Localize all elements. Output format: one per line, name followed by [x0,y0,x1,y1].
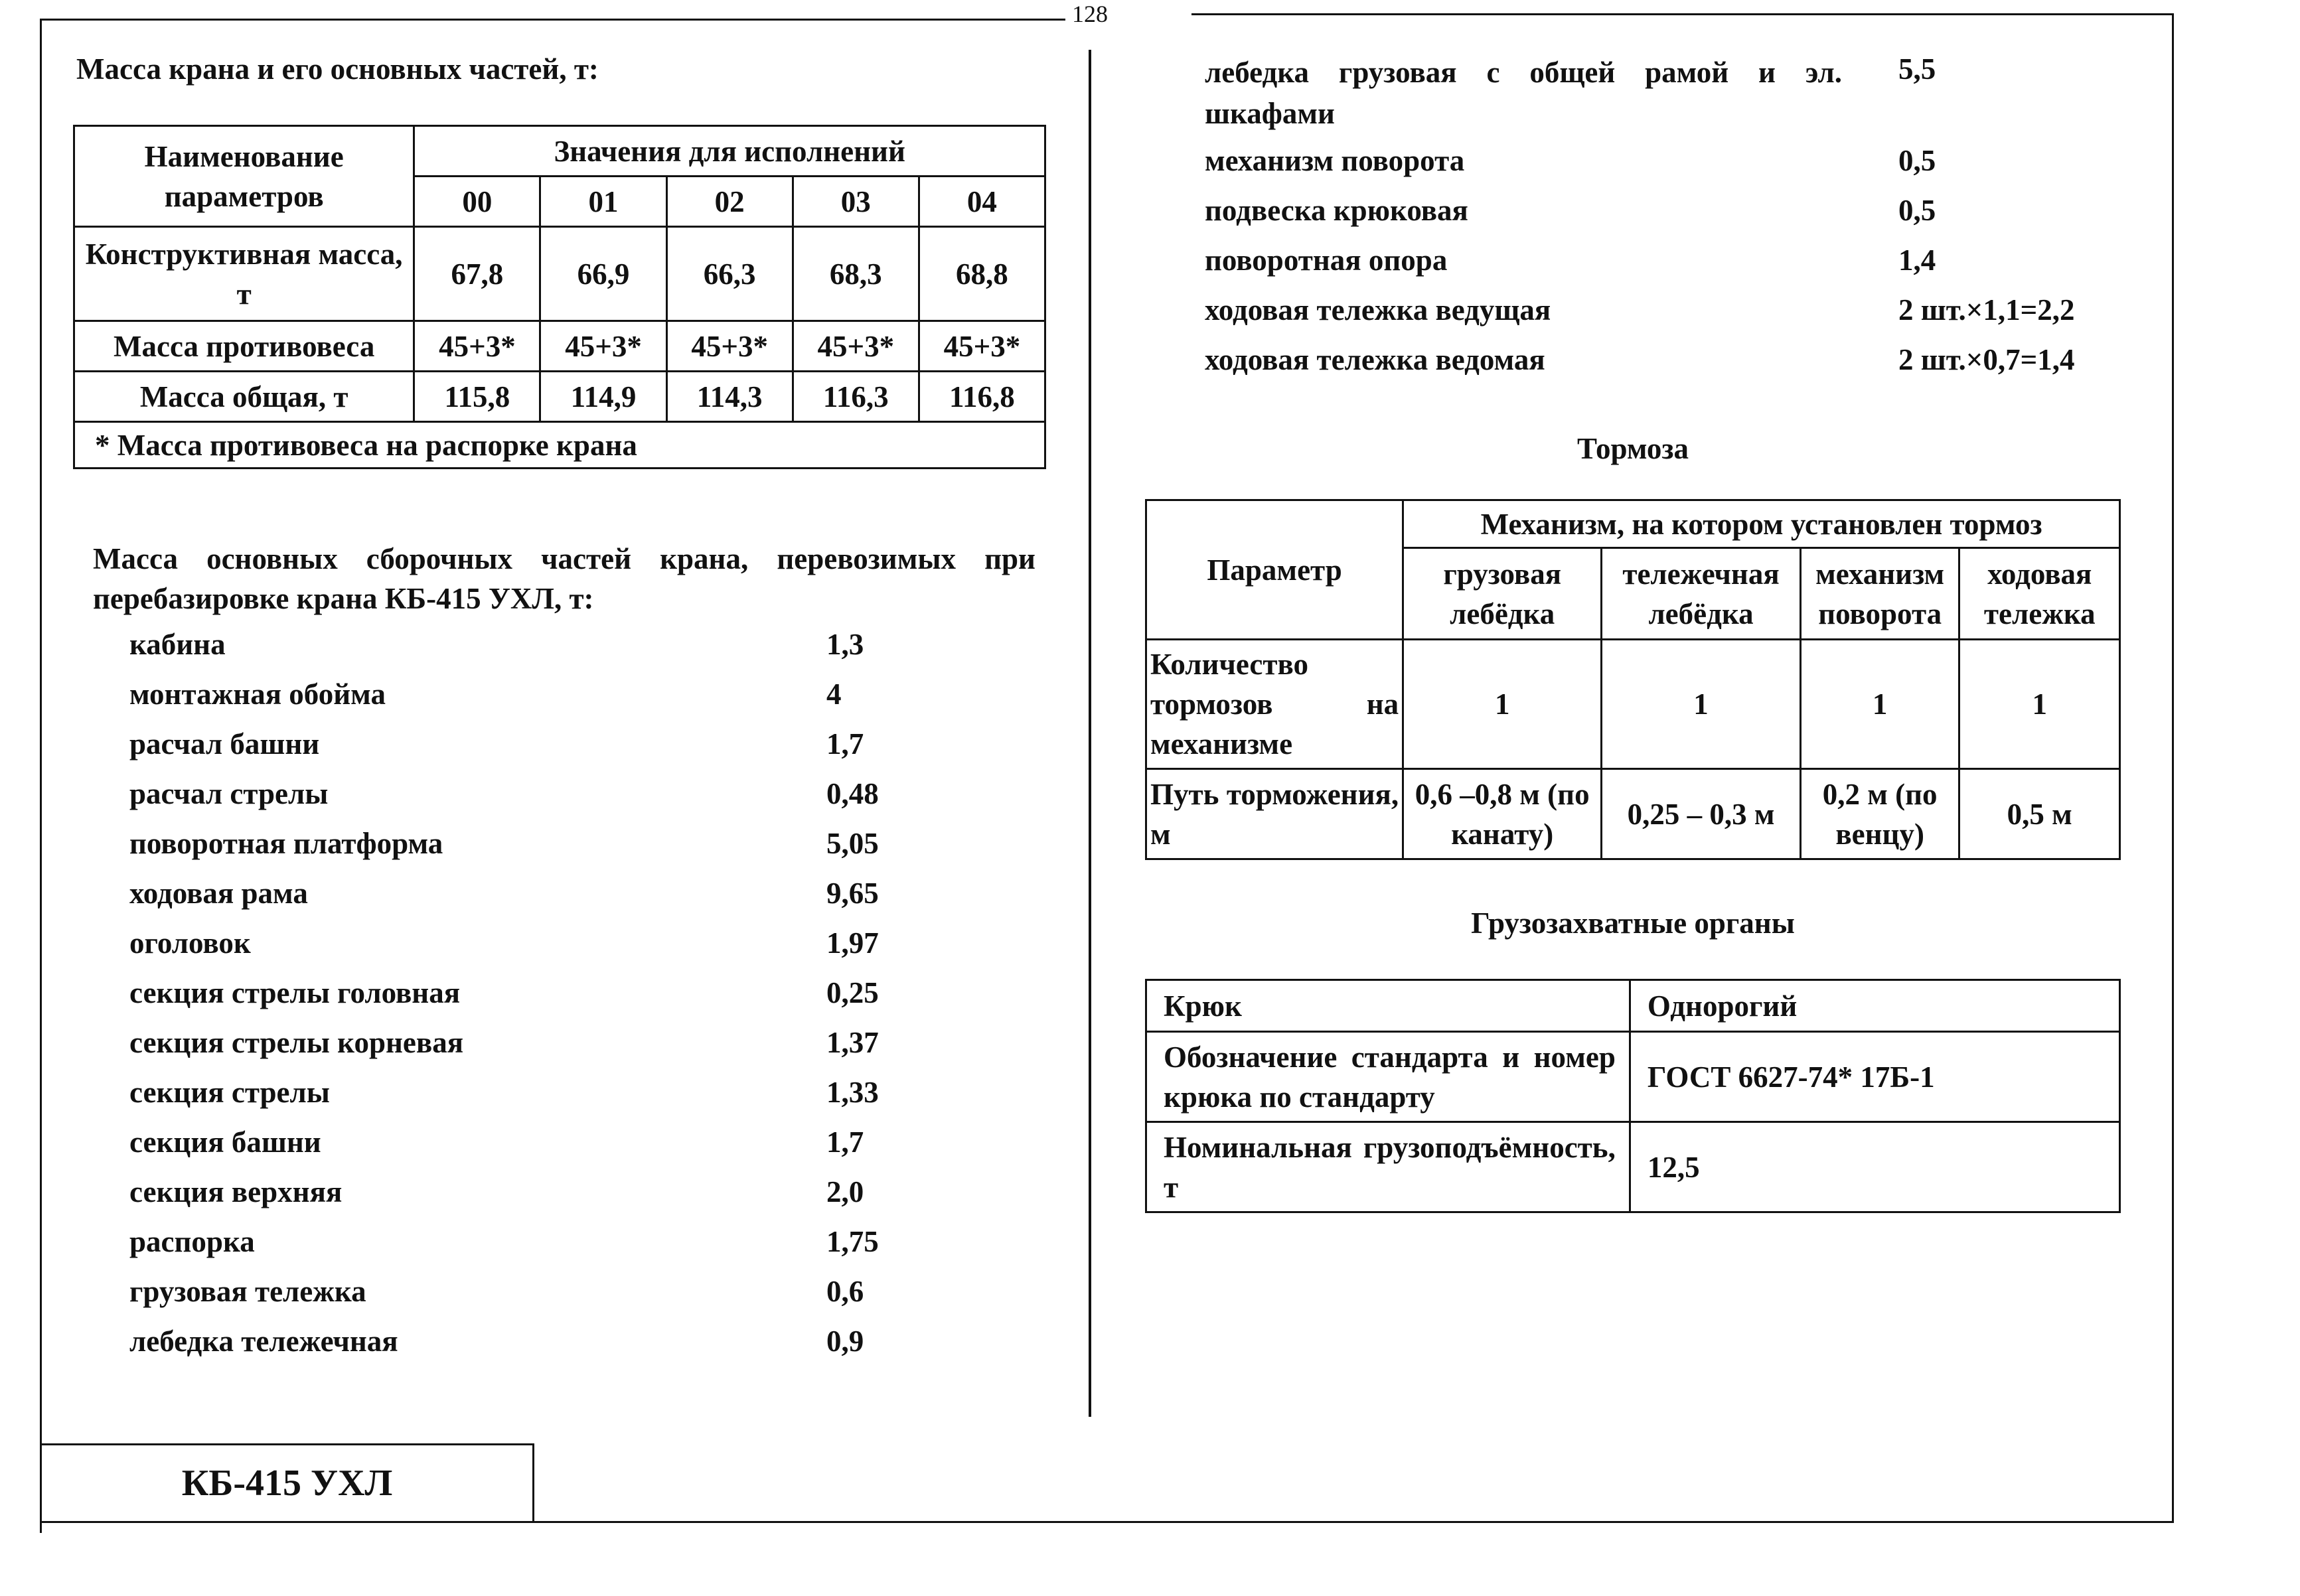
brakes-header-group: Механизм, на котором установлен тормоз [1403,500,2120,548]
list-item [129,826,992,876]
part-name: грузовая тележка [129,1275,366,1308]
part-value: 1,7 [826,727,864,761]
mechanism-cell: ходовая тележка [1959,548,2120,640]
frame-right [2172,13,2174,1523]
frame-left [40,19,42,1533]
table-cell: 45+3* [414,321,540,372]
row-label: Крюк [1146,980,1630,1032]
part-value: 1,7 [826,1125,864,1159]
list-item [129,727,992,776]
list-item [129,976,992,1025]
part-name: монтажная обойма [129,678,386,711]
part-value: 1,33 [826,1076,879,1109]
stamp-label: КБ-415 УХЛ [181,1463,393,1504]
part-name: секция стрелы головная [129,976,461,1009]
table-cell: 45+3* [919,321,1045,372]
version-cell: 01 [540,177,666,227]
table-row [74,372,1045,422]
hook-table [1145,979,2121,1213]
part-name: лебедка тележечная [129,1325,398,1358]
list-item [1205,143,2134,193]
table-cell: 68,3 [793,227,919,321]
right-parts-list [1205,52,2134,392]
list-item [129,1324,992,1374]
frame-top-left [40,19,1065,21]
part-name: поворотная платформа [129,827,443,860]
table-cell: 1 [1602,640,1801,769]
part-value: 2 шт.×0,7=1,4 [1898,343,2075,376]
table-cell: 1 [1403,640,1602,769]
table-cell: 114,3 [666,372,793,422]
part-value: 1,37 [826,1026,879,1059]
brakes-title: Тормоза [1577,432,1689,465]
part-value: 0,48 [826,777,879,810]
table-cell: 1 [1800,640,1959,769]
table-cell: 68,8 [919,227,1045,321]
part-value: 0,5 [1898,144,1936,177]
part-value: 5,05 [826,827,879,860]
row-label: Номинальная грузоподъёмность, т [1146,1122,1630,1212]
table-cell: 116,3 [793,372,919,422]
row-label: Масса общая, т [74,372,414,422]
part-value: 0,6 [826,1275,864,1308]
table-cell: 66,3 [666,227,793,321]
part-value: 1,4 [1898,244,1936,277]
part-name: лебедка грузовая с общей рамой и эл. шкафами [1205,56,1842,130]
part-value: 1,97 [826,926,879,960]
part-value: 9,65 [826,877,879,910]
page-number: 128 [1072,1,1108,27]
mechanism-cell: механизм поворота [1800,548,1959,640]
row-label: Конструктивная масса, т [74,227,414,321]
part-name: оголовок [129,926,251,960]
hook-title: Грузозахватные органы [1471,907,1795,940]
part-name: расчал башни [129,727,320,761]
list-item [129,926,992,976]
part-name: секция стрелы [129,1076,330,1109]
list-item [129,1175,992,1224]
table-cell: ГОСТ 6627-74* 17Б-1 [1630,1032,2119,1122]
table-row [1146,980,2120,1032]
row-label: Количество тормозов на механизме [1146,640,1403,769]
parts-title: Масса основных сборочных частей крана, перевозимых при перебазировке крана КБ-415 УХЛ, т: [93,542,1035,615]
table-cell: 66,9 [540,227,666,321]
part-name: секция башни [129,1125,321,1159]
list-item [129,1274,992,1324]
mass-footnote: * Масса противовеса на распорке крана [74,422,1045,469]
part-name: поворотная опора [1205,244,1448,277]
table-cell: 115,8 [414,372,540,422]
part-name: кабина [129,628,226,661]
parts-list [129,627,992,1374]
table-cell: 0,5 м [1959,769,2120,859]
center-divider [1089,50,1091,1417]
list-item [1205,193,2134,243]
table-cell: 45+3* [540,321,666,372]
part-value: 0,5 [1898,194,1936,227]
list-item [1205,293,2134,342]
brakes-table [1145,499,2121,860]
mechanism-cell: тележечная лебёдка [1602,548,1801,640]
mechanism-cell: грузовая лебёдка [1403,548,1602,640]
mass-header-param: Наименование параметров [74,126,414,227]
list-item [129,1075,992,1125]
version-cell: 03 [793,177,919,227]
table-cell: 114,9 [540,372,666,422]
list-item [129,627,992,677]
mass-title: Масса крана и его основных частей, т: [76,52,599,86]
part-value: 1,75 [826,1225,879,1258]
row-label: Обозначение стандарта и номер крюка по стандарту [1146,1032,1630,1122]
mass-header-values: Значения для исполнений [414,126,1045,177]
list-item [1205,243,2134,293]
table-row [1146,1122,2120,1212]
table-cell: 0,2 м (по венцу) [1800,769,1959,859]
part-name: ходовая тележка ведомая [1205,343,1545,376]
table-cell: 45+3* [666,321,793,372]
list-item [129,876,992,926]
table-cell: 0,6 –0,8 м (по канату) [1403,769,1602,859]
part-name: механизм поворота [1205,144,1465,177]
table-row [1146,640,2120,769]
table-row [1146,769,2120,859]
mass-table [73,125,1046,469]
part-name: расчал стрелы [129,777,329,810]
row-label: Масса противовеса [74,321,414,372]
part-name: подвеска крюковая [1205,194,1468,227]
part-name: секция стрелы корневая [129,1026,464,1059]
list-item [129,1224,992,1274]
table-row [1146,1032,2120,1122]
part-name: ходовая тележка ведущая [1205,293,1551,326]
list-item [129,1125,992,1175]
list-item [129,677,992,727]
list-item [129,776,992,826]
table-row [74,227,1045,321]
table-cell: 45+3* [793,321,919,372]
table-cell: 0,25 – 0,3 м [1602,769,1801,859]
table-cell: Однорогий [1630,980,2119,1032]
table-cell: 12,5 [1630,1122,2119,1212]
table-cell: 1 [1959,640,2120,769]
part-name: ходовая рама [129,877,308,910]
part-value: 0,9 [826,1325,864,1358]
part-value: 1,3 [826,628,864,661]
version-cell: 04 [919,177,1045,227]
table-row [74,321,1045,372]
table-cell: 67,8 [414,227,540,321]
part-value: 2 шт.×1,1=2,2 [1898,293,2075,326]
version-cell: 00 [414,177,540,227]
part-value: 4 [826,678,842,711]
part-name: распорка [129,1225,255,1258]
part-name: секция верхняя [129,1175,343,1208]
list-item [1205,342,2134,392]
part-value: 5,5 [1898,52,1936,86]
row-label: Путь торможения, м [1146,769,1403,859]
list-item [1205,52,2134,143]
brakes-header-param: Параметр [1146,500,1403,640]
part-value: 0,25 [826,976,879,1009]
table-cell: 116,8 [919,372,1045,422]
list-item [129,1025,992,1075]
part-value: 2,0 [826,1175,864,1208]
frame-top-right [1191,13,2174,15]
version-cell: 02 [666,177,793,227]
